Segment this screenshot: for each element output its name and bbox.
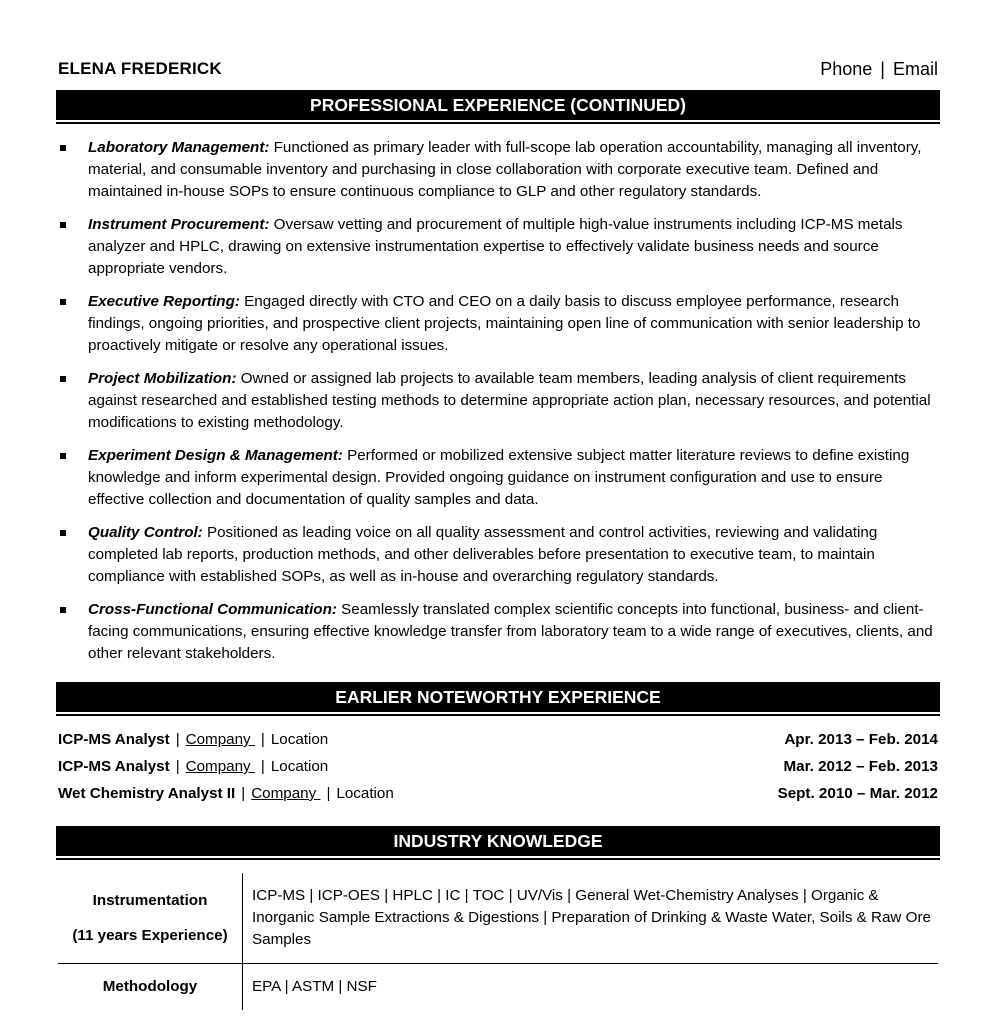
knowledge-value: EPA | ASTM | NSF (252, 978, 377, 995)
bullet-term: Cross-Functional Communication: (88, 601, 337, 618)
email-label: Email (892, 58, 938, 79)
square-bullet-icon (60, 530, 66, 536)
contact-separator: | (880, 58, 885, 79)
job-dates: Apr. 2013 – Feb. 2014 (784, 731, 938, 748)
job-title: ICP-MS Analyst (58, 731, 170, 748)
job-dates: Sept. 2010 – Mar. 2012 (777, 785, 938, 802)
company-link[interactable]: Company (251, 785, 321, 802)
job-location: Location (270, 758, 329, 775)
bullet-item (58, 522, 942, 588)
bullet-item (58, 445, 942, 511)
job-location: Location (336, 785, 394, 802)
earlier-jobs-list (58, 729, 938, 810)
bullet-term: Project Mobilization: (88, 370, 237, 387)
bullet-text: Oversaw vetting and procurement of multiple high-value instruments including ICP-MS metals analyzer and HPLC, drawing on extensive instrumentation expertise to effectively validate business needs and source appropriate vendors. (88, 216, 903, 277)
bullet-item (58, 291, 942, 357)
job-row: Wet Chemistry Analyst II | Company | Location Sept. 2010 – Mar. 2012 (58, 783, 938, 810)
bullet-term: Experiment Design & Management: (88, 447, 343, 464)
section-heading-industry-knowledge: INDUSTRY KNOWLEDGE (56, 826, 940, 858)
bullet-text: Owned or assigned lab projects to available team members, leading analysis of client requirements against researched and established testing methods to determine appropriate action plan, necessary resources, and potential modifications to existing methodology. (88, 370, 931, 431)
bullet-term: Instrument Procurement: (88, 216, 270, 233)
job-dates: Mar. 2012 – Feb. 2013 (783, 758, 938, 775)
knowledge-value: ICP-MS | ICP-OES | HPLC | IC | TOC | UV/Vis | General Wet-Chemistry Analyses | Organic & Inorganic Sample Extractions & Digestions | Preparation of Drinking & Waste Water, Soils & Raw Ore Samples (243, 873, 939, 964)
section-heading-experience-continued: PROFESSIONAL EXPERIENCE (CONTINUED) (56, 90, 940, 122)
bullet-term: Quality Control: (88, 524, 203, 541)
industry-knowledge-table (58, 873, 938, 1010)
bullet-item (58, 599, 942, 665)
square-bullet-icon (60, 376, 66, 382)
square-bullet-icon (60, 222, 66, 228)
bullet-text: Functioned as primary leader with full-scope lab operation accountability, managing all inventory, material, and consumable inventory and purchasing in close collaboration with corporate executive team. Defined and maintained in-house SOPs to ensure continuous compliance to GLP and other regulatory standards. (88, 139, 922, 200)
square-bullet-icon (60, 607, 66, 613)
candidate-name: ELENA FREDERICK (58, 59, 222, 78)
job-row: ICP-MS Analyst | Company | Location Apr. 2013 – Feb. 2014 (58, 729, 938, 756)
section-heading-earlier-experience: EARLIER NOTEWORTHY EXPERIENCE (56, 682, 940, 714)
company-link[interactable]: Company (185, 731, 255, 748)
job-title: Wet Chemistry Analyst II (58, 785, 236, 802)
square-bullet-icon (60, 299, 66, 305)
bullet-text: Positioned as leading voice on all quality assessment and control activities, reviewing and validating completed lab reports, production methods, and other deliverables before presentation to executive team, to maintain compliance with established SOPs, as well as in-house and overarching regulatory standards. (88, 524, 878, 585)
knowledge-label-cell (58, 964, 243, 1011)
bullet-text: Seamlessly translated complex scientific concepts into functional, business- and client-facing communications, ensuring effective knowledge transfer from laboratory team to a wide range of executives, clients, and other relevant stakeholders. (88, 601, 933, 662)
phone-label: Phone (820, 58, 873, 79)
knowledge-label: Instrumentation (92, 891, 208, 909)
bullet-item (58, 214, 942, 280)
job-title: ICP-MS Analyst (58, 758, 170, 775)
contact-info (820, 59, 938, 80)
knowledge-sublabel: (11 years Experience) (72, 926, 228, 944)
job-row: ICP-MS Analyst | Company | Location Mar. 2012 – Feb. 2013 (58, 756, 938, 783)
bullet-text: Performed or mobilized extensive subject matter literature reviews to define existing knowledge and inform experimental design. Provided ongoing guidance on instrument configuration and use to ensure effective collection and documentation of quality samples and data. (88, 447, 910, 508)
bullet-text: Engaged directly with CTO and CEO on a daily basis to discuss employee performance, research findings, ongoing priorities, and prospective client projects, maintaining open line of communication with senior leadership to proactively mitigate or resolve any operational issues. (88, 293, 921, 354)
knowledge-label: Methodology (102, 978, 198, 995)
square-bullet-icon (60, 453, 66, 459)
knowledge-row (58, 964, 938, 1011)
experience-bullet-list (58, 137, 942, 676)
resume-header (58, 56, 938, 82)
bullet-item (58, 137, 942, 203)
square-bullet-icon (60, 145, 66, 151)
bullet-term: Laboratory Management: (88, 139, 270, 156)
bullet-term: Executive Reporting: (88, 293, 240, 310)
bullet-item (58, 368, 942, 434)
company-link[interactable]: Company (185, 758, 255, 775)
job-location: Location (270, 731, 329, 748)
knowledge-label-cell (58, 873, 243, 964)
knowledge-row (58, 873, 938, 964)
